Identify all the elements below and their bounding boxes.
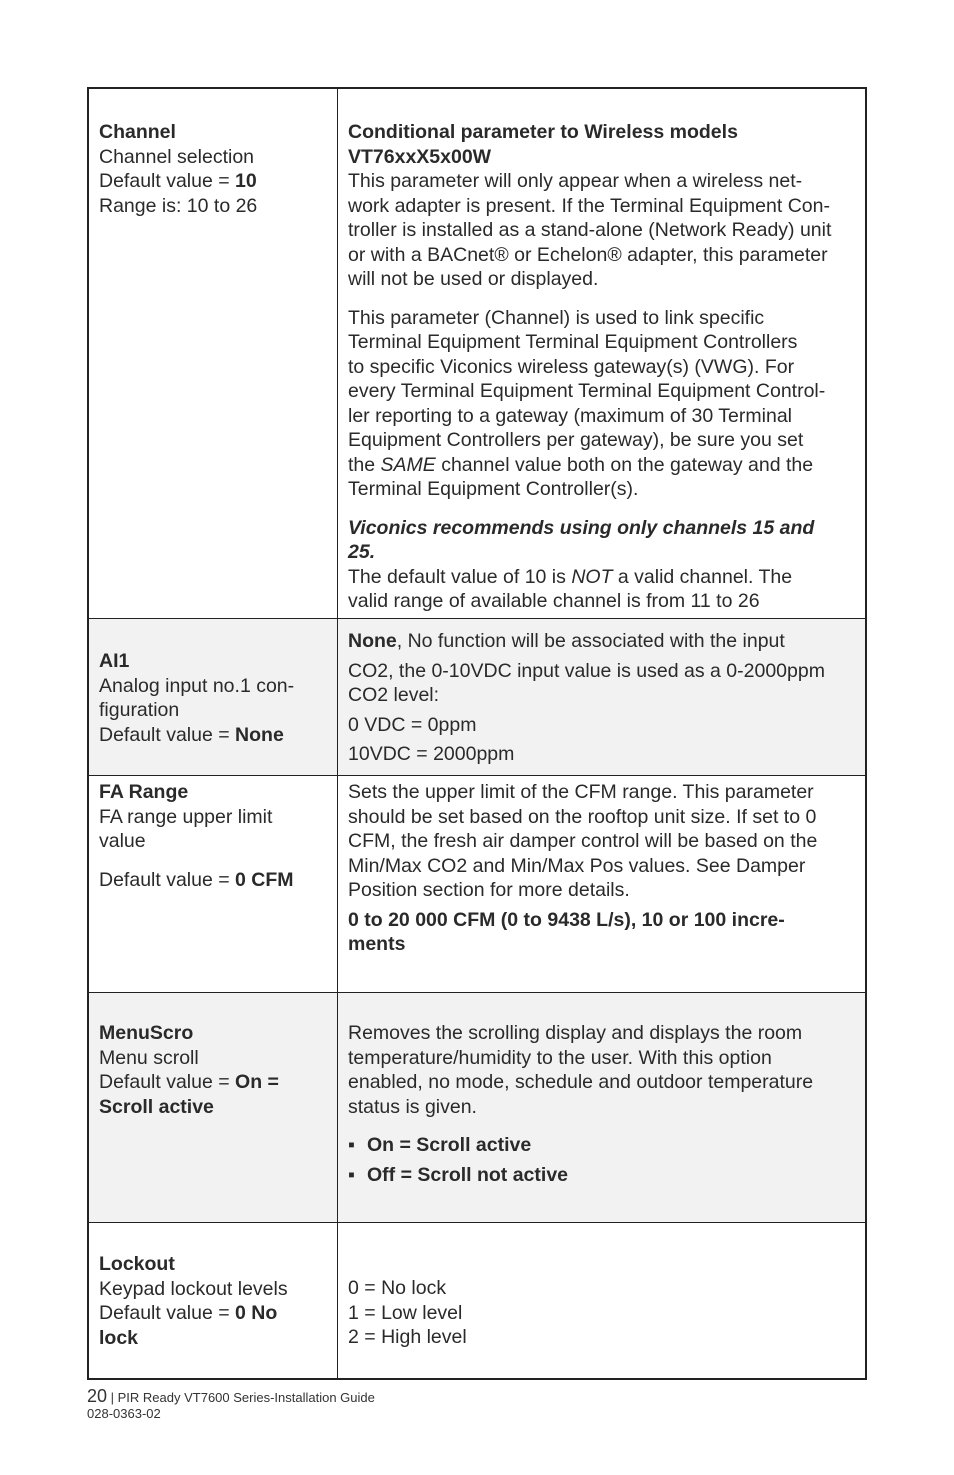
table-row (89, 775, 865, 992)
table-row (89, 89, 865, 618)
description-cell (338, 1223, 865, 1378)
guide-title: | PIR Ready VT7600 Series-Installation Guide (107, 1390, 375, 1405)
conditional-heading: Conditional parameter to Wireless models (348, 121, 738, 143)
option-co2: CO2, the 0-10VDC input value is used as a 0-2000ppm (348, 659, 825, 682)
table-row (89, 992, 865, 1222)
description-cell (338, 993, 865, 1222)
default-value: Default value = 10 (99, 170, 257, 192)
parameter-description: Channel selection (99, 145, 255, 168)
parameter-description: Menu scroll (99, 1046, 199, 1069)
cfm-range-cont: ments (348, 933, 406, 955)
voltage-min: 0 VDC = 0ppm (348, 713, 477, 736)
lock-level: 2 = High level (348, 1326, 467, 1348)
parameter-name: FA Range (99, 781, 189, 803)
description-cell (338, 89, 865, 618)
channel-paragraph: This parameter (Channel) is used to link specific Terminal Equipment Terminal Equipment Controllers to specific Viconics wireless gateway(s) (VWG). For every Terminal Equipment Terminal Equipment Control- ler reporting to a gateway (maximum of 30 Terminal Equipment Controllers per gateway), be sure you set the SAME channel value both on the gateway and the Terminal Equipment Controller(s). (348, 306, 826, 500)
range-text: Range is: 10 to 26 (99, 194, 258, 217)
default-value: Default value = 0 CFM (99, 868, 294, 891)
wireless-paragraph: This parameter will only appear when a wireless net- work adapter is present. If the Terminal Equipment Con- troller is installed as a stand-alone (Network Ready) unit or with a BACnet® or Echelon® adapter, this parameter will not be used or displayed. (348, 170, 832, 290)
option-co2-cont: CO2 level: (348, 684, 440, 706)
model-number: VT76xxX5x00W (348, 145, 492, 168)
parameter-cell (89, 993, 338, 1222)
cfm-range: 0 to 20 000 CFM (0 to 9438 L/s), 10 or 100 incre- (348, 908, 785, 931)
document-number: 028-0363-02 (87, 1406, 161, 1421)
cfm-paragraph: Sets the upper limit of the CFM range. This parameter should be set based on the rooftop unit size. If set to 0 CFM, the fresh air damper control will be based on the Min/Max CO2 and Min/Max Pos values. See Damper Position section for more details. (348, 781, 818, 901)
lock-level: 1 = Low level (348, 1301, 463, 1324)
parameter-name: Lockout (99, 1253, 175, 1275)
recommendation-text-cont: 25. (348, 541, 376, 563)
parameter-description: Keypad lockout levels (99, 1277, 288, 1300)
voltage-max: 10VDC = 2000ppm (348, 743, 515, 765)
parameter-name: MenuScro (99, 1022, 194, 1044)
page-number: 20 (87, 1386, 108, 1406)
parameter-name: AI1 (99, 650, 130, 672)
option-none: None, No function will be associated with the input (348, 630, 785, 652)
parameter-cell (89, 1223, 338, 1378)
lock-level: 0 = No lock (348, 1277, 447, 1299)
parameter-name: Channel (99, 121, 176, 143)
bullet-marker: ▪ (348, 1163, 355, 1186)
parameter-description: Analog input no.1 con- (99, 674, 295, 697)
parameter-cell (89, 89, 338, 618)
description-cell (338, 619, 865, 775)
default-value: Default value = On = (99, 1071, 279, 1093)
description-cell (338, 776, 865, 992)
scroll-paragraph: Removes the scrolling display and displays the room temperature/humidity to the user. With this option enabled, no mode, schedule and outdoor temperature status is given. (348, 1022, 814, 1118)
parameter-cell (89, 776, 338, 992)
bullet-marker: ▪ (348, 1134, 355, 1156)
recommendation-text: Viconics recommends using only channels 15 and (348, 516, 815, 539)
default-value-cont: Scroll active (99, 1095, 214, 1118)
parameter-description: FA range upper limit (99, 805, 273, 828)
parameter-table (87, 87, 867, 1380)
parameter-description-cont: value (99, 830, 146, 852)
parameter-description-cont: figuration (99, 699, 180, 721)
list-item: ▪ Off = Scroll not active (348, 1163, 569, 1186)
valid-range-note: valid range of available channel is from 11 to 26 (348, 590, 760, 612)
table-row (89, 618, 865, 775)
table-row (89, 1222, 865, 1378)
default-value: Default value = 0 No (99, 1302, 278, 1324)
page-footer (87, 1388, 375, 1422)
list-item: ▪ On = Scroll active (348, 1134, 532, 1156)
default-value-cont: lock (99, 1326, 139, 1349)
default-note: The default value of 10 is NOT a valid channel. The (348, 565, 793, 588)
default-value: Default value = None (99, 723, 284, 746)
parameter-cell (89, 619, 338, 775)
